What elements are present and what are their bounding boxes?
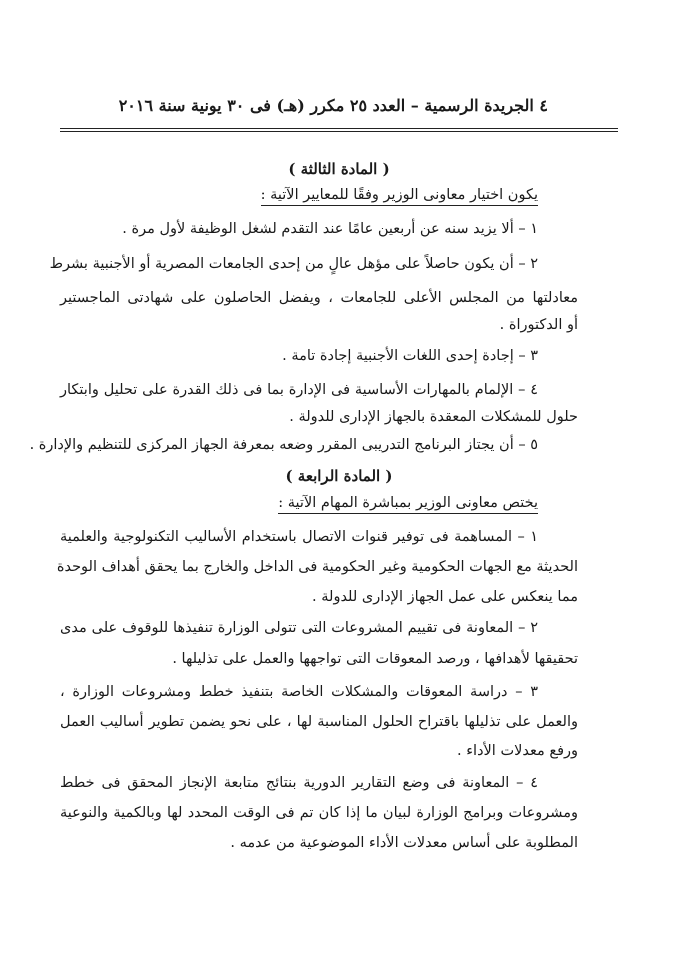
- article-4-intro: يختص معاونى الوزير بمباشرة المهام الآتية :: [240, 496, 538, 511]
- article-3-line: ٣ – إجادة إحدى اللغات الأجنبية إجادة تامة .: [282, 348, 538, 364]
- article-4-line: والعمل على تذليلها باقتراح الحلول المناسبة لها ، على نحو يضمن تطوير أساليب العمل: [60, 714, 578, 730]
- article-4-line: ورفع معدلات الأداء .: [457, 743, 578, 759]
- article-4-line: الحديثة مع الجهات الحكومية وغير الحكومية فى الداخل والخارج بما يحقق أهداف الوحدة: [56, 559, 578, 575]
- header-rule: [60, 128, 618, 129]
- page-header: ٤ الجريدة الرسمية – العدد ٢٥ مكرر (هـ) فى ٣٠ يونية سنة ٢٠١٦: [118, 96, 548, 115]
- article-4-line: مما ينعكس على عمل الجهاز الإدارى للدولة .: [312, 589, 578, 605]
- article-4-line: ٤ – المعاونة فى وضع التقارير الدورية بنتائج متابعة الإنجاز المحقق فى خطط: [60, 775, 538, 791]
- article-4-line: ٣ – دراسة المعوقات والمشكلات الخاصة بتنفيذ خطط ومشروعات الوزارة ،: [60, 684, 538, 700]
- article-3-line: حلول للمشكلات المعقدة بالجهاز الإدارى للدولة .: [289, 409, 578, 425]
- article-3-line: ٢ – أن يكون حاصلاً على مؤهل عالٍ من إحدى الجامعات المصرية أو الأجنبية بشرط: [49, 256, 538, 272]
- article-4-heading: ( المادة الرابعة ): [285, 467, 393, 485]
- article-4-line: ٢ – المعاونة فى تقييم المشروعات التى تتولى الوزارة تنفيذها للوقوف على مدى: [60, 620, 538, 636]
- article-3-heading: ( المادة الثالثة ): [288, 160, 390, 178]
- article-3-intro: يكون اختيار معاونى الوزير وفقًا للمعايير الآتية :: [240, 188, 538, 203]
- article-3-line: أو الدكتوراة .: [499, 317, 578, 333]
- article-4-line: تحقيقها لأهدافها ، ورصد المعوقات التى تواجهها والعمل على تذليلها .: [172, 651, 578, 667]
- article-4-line: ١ – المساهمة فى توفير قنوات الاتصال باستخدام الأساليب التكنولوجية والعلمية: [60, 529, 538, 545]
- article-3-line: معادلتها من المجلس الأعلى للجامعات ، ويفضل الحاصلون على شهادتى الماجستير: [60, 290, 578, 306]
- article-3-line: ١ – ألا يزيد سنه عن أربعين عامًا عند التقدم لشغل الوظيفة لأول مرة .: [122, 221, 538, 237]
- article-3-line: ٤ – الإلمام بالمهارات الأساسية فى الإدارة بما فى ذلك القدرة على تحليل وابتكار: [60, 382, 538, 398]
- header-rule-secondary: [60, 131, 618, 132]
- article-4-line: ومشروعات وبرامج الوزارة لبيان ما إذا كان تم فى الوقت المحدد لها وبالكمية والنوعية: [60, 805, 578, 821]
- article-3-line: ٥ – أن يجتاز البرنامج التدريبى المقرر وضعه بمعرفة الجهاز المركزى للتنظيم والإدارة .: [29, 437, 538, 453]
- article-4-line: المطلوبة على أساس معدلات الأداء الموضوعية من عدمه .: [230, 835, 578, 851]
